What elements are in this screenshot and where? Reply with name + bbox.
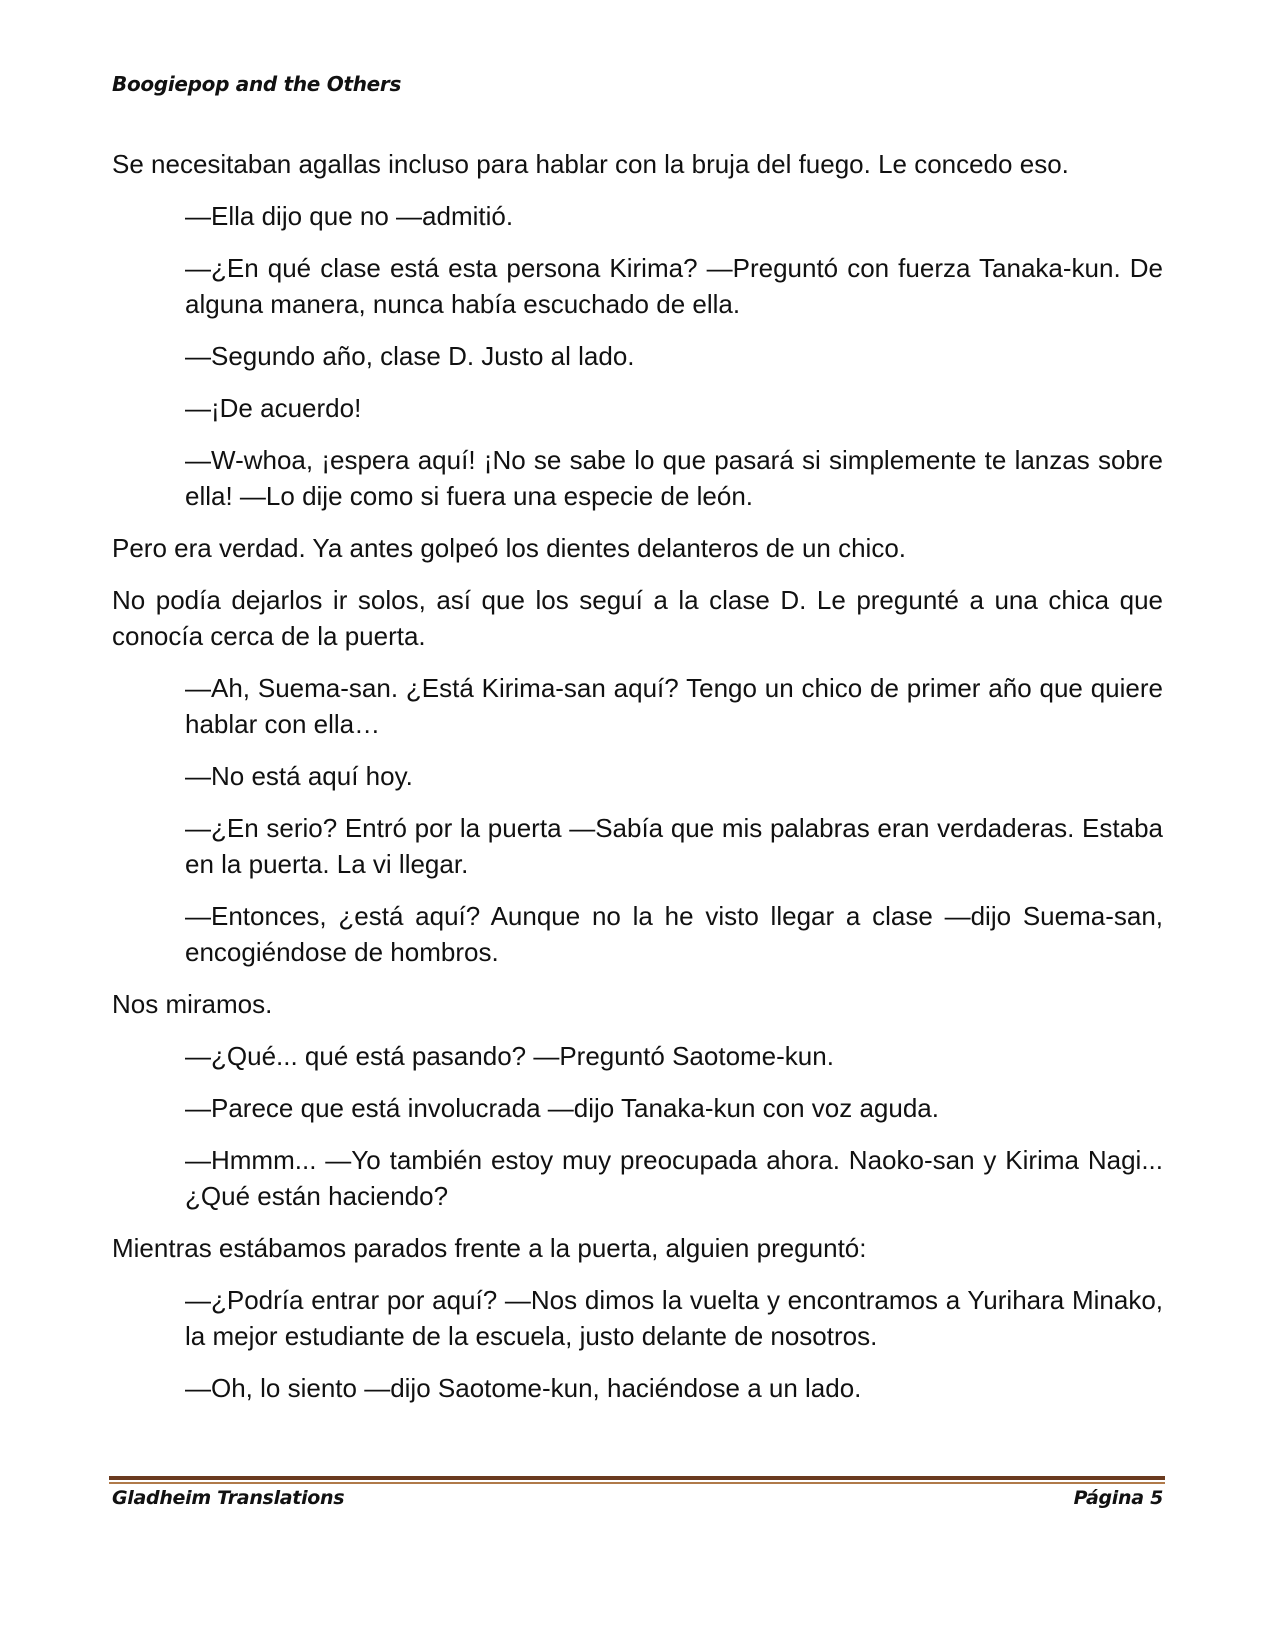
dialogue-paragraph: —Ah, Suema-san. ¿Está Kirima-san aquí? Tengo un chico de primer año que quiere hablar con ella…	[185, 673, 1163, 739]
footer-divider-thick	[109, 1476, 1165, 1480]
paragraph: Se necesitaban agallas incluso para hablar con la bruja del fuego. Le concedo eso.	[112, 149, 1069, 179]
dialogue-paragraph: —¿Qué... qué está pasando? —Preguntó Saotome-kun.	[185, 1041, 834, 1071]
dialogue-paragraph: —No está aquí hoy.	[185, 761, 413, 791]
dialogue-paragraph: —Parece que está involucrada —dijo Tanaka-kun con voz aguda.	[185, 1093, 939, 1123]
document-header-title: Boogiepop and the Others	[112, 72, 402, 96]
footer-divider-thin	[109, 1482, 1165, 1484]
dialogue-paragraph: —Segundo año, clase D. Justo al lado.	[185, 341, 635, 371]
footer-page-number: Página 5	[1073, 1487, 1163, 1509]
dialogue-paragraph: —¿En qué clase está esta persona Kirima? —Preguntó con fuerza Tanaka-kun. De alguna manera, nunca había escuchado de ella.	[185, 253, 1163, 319]
dialogue-paragraph: —¿En serio? Entró por la puerta —Sabía que mis palabras eran verdaderas. Estaba en la puerta. La vi llegar.	[185, 813, 1163, 879]
dialogue-paragraph: —Entonces, ¿está aquí? Aunque no la he visto llegar a clase —dijo Suema-san, encogiéndose de hombros.	[185, 901, 1163, 967]
paragraph: Pero era verdad. Ya antes golpeó los dientes delanteros de un chico.	[112, 533, 907, 563]
dialogue-paragraph: —¿Podría entrar por aquí? —Nos dimos la vuelta y encontramos a Yurihara Minako, la mejor estudiante de la escuela, justo delante de nosotros.	[185, 1285, 1163, 1351]
dialogue-paragraph: —Ella dijo que no —admitió.	[185, 201, 514, 231]
paragraph: Nos miramos.	[112, 989, 273, 1019]
dialogue-paragraph: —Hmmm... —Yo también estoy muy preocupada ahora. Naoko-san y Kirima Nagi... ¿Qué están haciendo?	[185, 1145, 1163, 1211]
dialogue-paragraph: —Oh, lo siento —dijo Saotome-kun, haciéndose a un lado.	[185, 1373, 862, 1403]
dialogue-paragraph: —¡De acuerdo!	[185, 393, 362, 423]
dialogue-paragraph: —W-whoa, ¡espera aquí! ¡No se sabe lo que pasará si simplemente te lanzas sobre ella! —Lo dije como si fuera una especie de león.	[185, 445, 1163, 511]
paragraph: No podía dejarlos ir solos, así que los seguí a la clase D. Le pregunté a una chica que conocía cerca de la puerta.	[112, 585, 1163, 651]
paragraph: Mientras estábamos parados frente a la puerta, alguien preguntó:	[112, 1233, 867, 1263]
footer-publisher: Gladheim Translations	[112, 1487, 345, 1509]
document-body	[112, 146, 1163, 1422]
